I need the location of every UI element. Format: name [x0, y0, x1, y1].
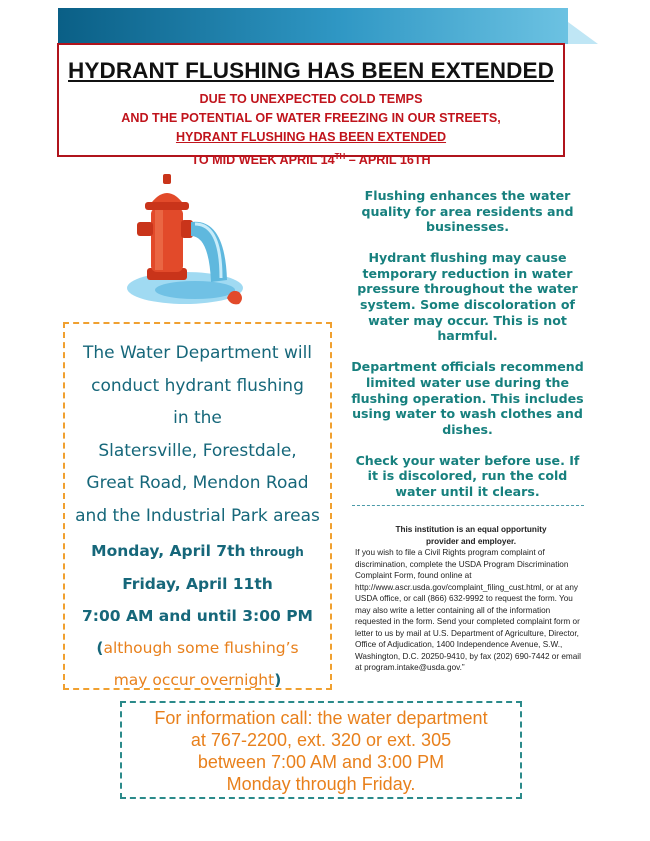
contact-line-2: at 767-2200, ext. 320 or ext. 305 [190, 730, 452, 750]
schedule-time: 7:00 AM and until 3:00 PM [82, 607, 313, 625]
end-date: Friday, April 11th [122, 575, 273, 593]
schedule-line-2: conduct hydrant flushing [91, 375, 304, 396]
paren-close: ) [274, 671, 282, 689]
notice-line-4 [59, 147, 563, 170]
header-banner-tail [568, 22, 598, 44]
notice-line-2: AND THE POTENTIAL OF WATER FREEZING IN OUR STREETS, [121, 111, 501, 125]
info-paragraph-1: Flushing enhances the water quality for area residents and businesses. [361, 188, 574, 235]
info-column [350, 188, 585, 515]
divider [352, 505, 584, 506]
contact-info-box [120, 701, 522, 799]
schedule-dates [65, 535, 330, 632]
equal-opportunity-statement [355, 524, 587, 674]
paren-open: ( [96, 639, 104, 657]
schedule-area-1: Slatersville, Forestdale, [98, 440, 297, 461]
notice-date-sup: TH [334, 152, 346, 161]
contact-line-4: Monday through Friday. [226, 774, 416, 794]
info-paragraph-2: Hydrant flushing may cause temporary reduction in water pressure throughout the water system. Some discoloration of water may occur. This is not harmful. [357, 250, 578, 344]
schedule-area-2: Great Road, Mendon Road [86, 473, 309, 493]
through-label: through [245, 545, 304, 559]
eeo-heading-1: This institution is an equal opportunity [395, 525, 547, 534]
eeo-body: If you wish to file a Civil Rights program complaint of discrimination, complete the USDA Program Discrimination Complaint Form, found online at http://www.ascr.usda.gov/complaint_filing_cust.html, or at any USDA office, or call (866) 632-9992 to request the form. You may also write a letter containing all of the information requested in the form. Send your completed complaint form or letter to us by mail at U.S. Department of Agriculture, Director, Office of Adjudication, 1400 Independence Avenue, S.W., Washington, D.C. 20250-9410, by fax (202) 690-7442 or email at program.intake@usda.gov.” [355, 548, 581, 672]
info-paragraph-4: Check your water before use. If it is discolored, run the cold water until it clears. [355, 452, 580, 499]
eeo-heading-2: provider and employer. [425, 536, 517, 546]
notice-line-1: DUE TO UNEXPECTED COLD TEMPS [199, 92, 423, 106]
overnight-note [65, 632, 330, 696]
schedule-line-1: The Water Department will [82, 343, 313, 363]
header-banner [58, 8, 568, 44]
schedule-area-3: and the Industrial Park areas [75, 505, 320, 526]
start-date: Monday, April 7th [91, 542, 246, 560]
contact-line-1: For information call: the water department [154, 708, 488, 728]
contact-line-3: between 7:00 AM and 3:00 PM [197, 752, 445, 772]
flushing-schedule-box [63, 322, 332, 690]
notice-date-end: – APRIL 16TH [345, 153, 431, 168]
schedule-line-3: in the [173, 408, 222, 428]
info-paragraph-3: Department officials recommend limited water use during the flushing operation. This includes using water to wash clothes and dishes. [351, 359, 584, 437]
extension-notice [57, 43, 565, 168]
notice-date-start: TO MID WEEK APRIL 14 [191, 153, 335, 168]
notice-title: HYDRANT FLUSHING HAS BEEN EXTENDED [68, 58, 554, 83]
note-line-1: although some flushing’s [103, 639, 299, 657]
notice-line-3: HYDRANT FLUSHING HAS BEEN EXTENDED [175, 130, 447, 144]
schedule-description [65, 337, 330, 532]
note-line-2: may occur overnight [113, 671, 275, 689]
fire-hydrant-icon [125, 170, 250, 315]
